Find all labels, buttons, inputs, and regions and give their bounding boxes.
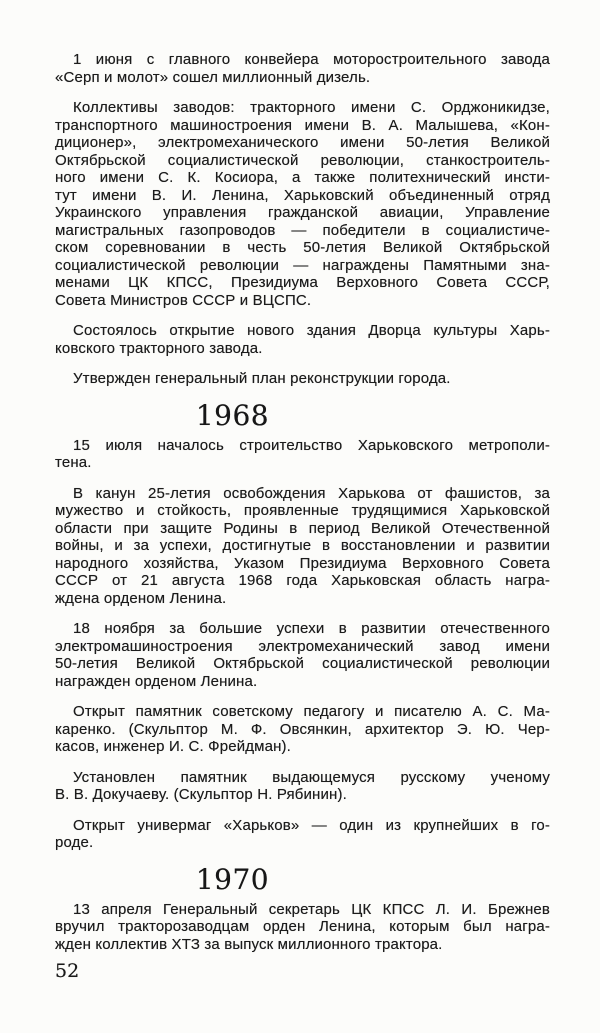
page-body <box>55 51 550 966</box>
text-line: войны, и за успехи, достигнутые в восстановлении и развитии <box>55 537 550 554</box>
paragraph <box>55 437 550 472</box>
text-line: роде. <box>55 834 94 851</box>
paragraph <box>55 370 550 388</box>
text-line: 13 апреля Генеральный секретарь ЦК КПСС Л. И. Брежнев <box>73 900 550 918</box>
text-line: 1 июня с главного конвейера моторостроительного завода <box>73 51 550 68</box>
text-line: Украинского управления гражданской авиации, Управление <box>55 204 550 221</box>
year-heading: 1968 <box>195 398 270 432</box>
text-line: награжден орденом Ленина. <box>55 672 258 690</box>
text-line: 15 июля началось строительство Харьковского метрополи- <box>73 436 550 454</box>
text-line: Утвержден генеральный план реконструкции города. <box>73 370 451 387</box>
paragraph <box>55 769 550 804</box>
text-line: жден коллектив ХТЗ за выпуск миллионного трактора. <box>55 935 443 953</box>
text-line: мужество и стойкость, проявленные трудящимися Харьковской <box>55 502 550 519</box>
year-heading: 1970 <box>195 862 270 896</box>
text-line: В канун 25-летия освобождения Харькова от фашистов, за <box>73 484 550 502</box>
text-line: менами ЦК КПСС, Президиума Верховного Совета СССР, <box>55 274 550 291</box>
paragraph <box>55 817 550 852</box>
text-line: Коллективы заводов: тракторного имени С. Орджоникидзе, <box>73 99 550 116</box>
text-line: Открыт памятник советскому педагогу и писателю А. С. Ма- <box>73 703 550 720</box>
text-line: 50-летия Великой Октябрьской социалистической революции <box>55 655 550 672</box>
text-line: касов, инженер И. С. Фрейдман). <box>55 738 291 755</box>
text-line: 18 ноября за большие успехи в развитии отечественного <box>73 620 550 637</box>
text-line: ного имени С. К. Косиора, а также политехнический инсти- <box>55 169 550 186</box>
text-line: «Серп и молот» сошел миллионный дизель. <box>55 68 371 86</box>
text-line: В. В. Докучаеву. (Скульптор Н. Рябинин). <box>55 786 347 803</box>
text-line: тут имени В. И. Ленина, Харьковский объединенный отряд <box>55 186 550 204</box>
text-line: ждена орденом Ленина. <box>55 589 227 607</box>
paragraph <box>55 51 550 86</box>
text-line: Состоялось открытие нового здания Дворца культуры Харь- <box>73 322 550 339</box>
paragraph <box>55 322 550 357</box>
text-line: электромашиностроения электромеханический завод имени <box>55 637 550 655</box>
text-line: Октябрьской социалистической революции, станкостроитель- <box>55 151 550 169</box>
text-line: вручил тракторозаводцам орден Ленина, которым был награ- <box>55 918 550 935</box>
text-line: ском соревновании в честь 50-летия Великой Октябрьской <box>55 239 550 256</box>
text-line: СССР от 21 августа 1968 года Харьковская область награ- <box>55 572 550 589</box>
text-line: Установлен памятник выдающемуся русскому ученому <box>73 768 550 786</box>
text-line: Совета Министров СССР и ВЦСПС. <box>55 291 312 309</box>
text-line: каренко. (Скульптор М. Ф. Овсянкин, архитектор Э. Ю. Чер- <box>55 720 550 738</box>
paragraph <box>55 620 550 690</box>
text-line: Открыт универмаг «Харьков» — один из крупнейших в го- <box>73 816 550 834</box>
text-line: транспортного машиностроения имени В. А. Малышева, «Кон- <box>55 116 550 134</box>
text-line: диционер», электромеханического имени 50-летия Великой <box>55 134 550 151</box>
text-line: магистральных газопроводов — победители в социалистиче- <box>55 221 550 239</box>
text-line: народного хозяйства, Указом Президиума Верховного Совета <box>55 554 550 572</box>
page-number: 52 <box>55 960 80 982</box>
text-line: ковского тракторного завода. <box>55 339 263 357</box>
text-line: социалистической революции — награждены Памятными зна- <box>55 256 550 274</box>
paragraph <box>55 703 550 756</box>
text-line: области при защите Родины в период Великой Отечественной <box>55 519 550 537</box>
paragraph <box>55 99 550 309</box>
paragraph <box>55 901 550 954</box>
paragraph <box>55 485 550 608</box>
text-line: тена. <box>55 454 92 471</box>
